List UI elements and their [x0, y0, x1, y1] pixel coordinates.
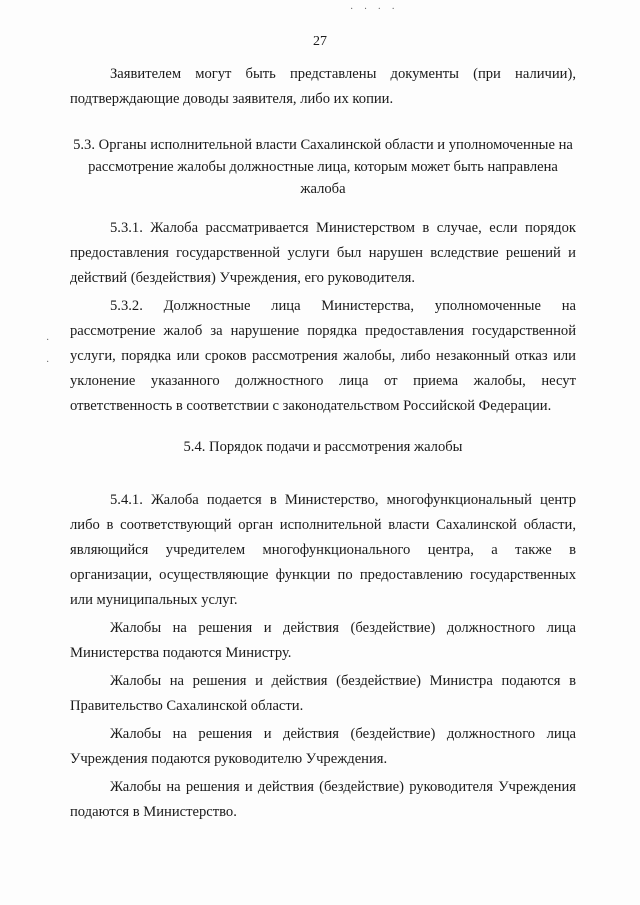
paragraph-complaint-minister: Жалобы на решения и действия (бездействие) Министра подаются в Правительство Сахалинской области.	[70, 673, 576, 714]
paragraph-5-3-1: 5.3.1. Жалоба рассматривается Министерством в случае, если порядок предоставления государственной услуги был нарушен вследствие решений и действий (бездействия) Учреждения, его руководителя.	[70, 220, 576, 286]
section-5-4-heading: 5.4. Порядок подачи и рассмотрения жалобы	[183, 439, 463, 455]
paragraph-complaint-institution-official: Жалобы на решения и действия (бездействие) должностного лица Учреждения подаются руководителю Учреждения.	[70, 726, 576, 767]
scan-artifact: ·	[46, 335, 50, 346]
paragraph-complaint-institution-head: Жалобы на решения и действия (бездействие) руководителя Учреждения подаются в Министерство.	[70, 779, 576, 820]
paragraph-complaint-ministry-official: Жалобы на решения и действия (бездействие) должностного лица Министерства подаются Министру.	[70, 620, 576, 661]
scan-artifact: · · · ·	[350, 4, 399, 15]
page-content	[70, 62, 576, 825]
paragraph-5-3-2: 5.3.2. Должностные лица Министерства, уполномоченные на рассмотрение жалоб за нарушение порядка предоставления государственной услуги, порядка или сроков рассмотрения жалобы, либо незаконный отказ или уклонение указанного должностного лица от приема жалобы, несут ответственность в соответствии с законодательством Российской Федерации.	[70, 298, 576, 414]
paragraph-intro: Заявителем могут быть представлены документы (при наличии), подтверждающие доводы заявителя, либо их копии.	[70, 66, 576, 107]
paragraph-5-4-1: 5.4.1. Жалоба подается в Министерство, многофункциональный центр либо в соответствующий орган исполнительной власти Сахалинской области, являющийся учредителем многофункционального центра, а также в организации, осуществляющие функции по предоставлению государственных или муниципальных услуг.	[70, 492, 576, 608]
page-number: 27	[313, 34, 327, 49]
scan-artifact: ·	[46, 357, 50, 368]
section-5-3-heading: 5.3. Органы исполнительной власти Сахалинской области и уполномоченные на рассмотрение жалобы должностные лица, которым может быть направлена жалоба	[73, 137, 573, 197]
